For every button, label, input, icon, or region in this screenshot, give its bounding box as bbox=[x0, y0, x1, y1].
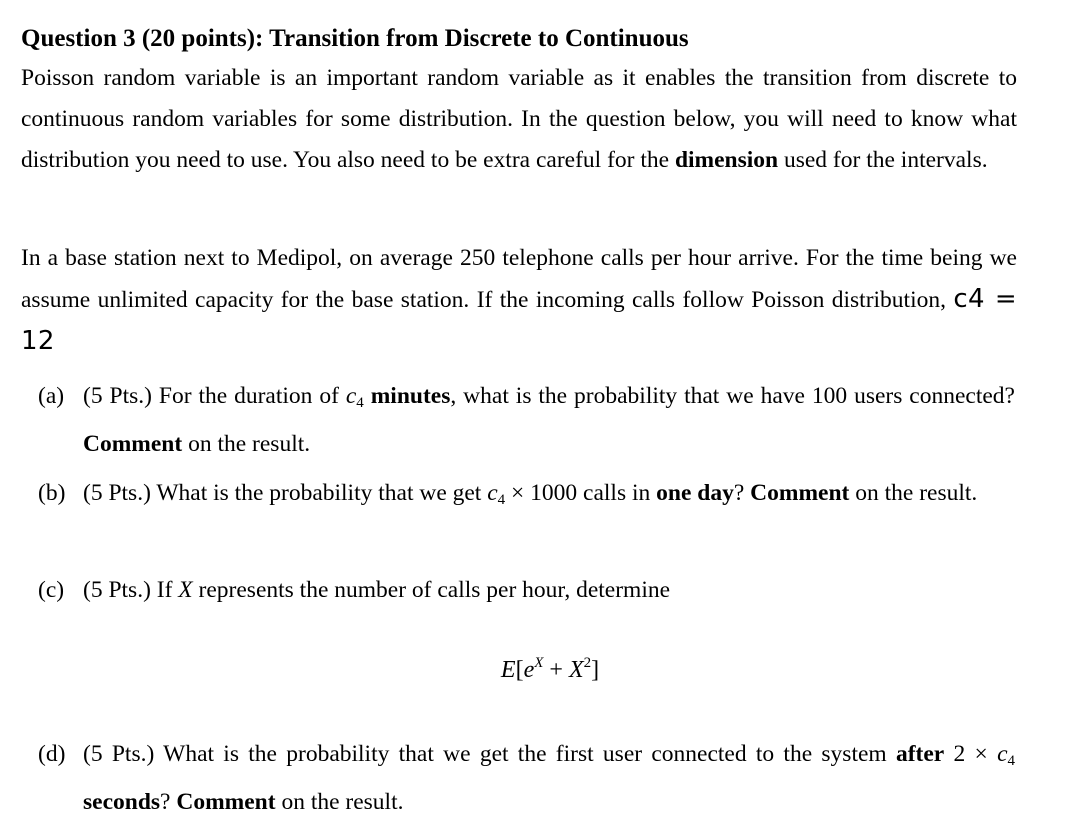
c4-value-note: c4 = 12 bbox=[21, 284, 1017, 356]
part-b-sub-4: 4 bbox=[497, 492, 506, 508]
intro-text-1: Poisson random variable is an important random variable as it enables the transition from discrete to continuous random variables for some distribution. In the question below, you will need to know what distribution you need to use. You also need to be extra careful for the bbox=[21, 65, 1017, 173]
part-d-var-c: c bbox=[997, 741, 1008, 767]
part-c-label: (c) bbox=[38, 577, 65, 603]
scenario-paragraph bbox=[21, 238, 1017, 363]
part-b-bold-one-day: one day bbox=[656, 480, 734, 506]
eq-E: E bbox=[500, 657, 516, 683]
part-d bbox=[38, 734, 1015, 823]
eq-open-bracket: [ bbox=[515, 657, 524, 683]
part-b-bold-comment: Comment bbox=[750, 480, 850, 506]
intro-bold-dimension: dimension bbox=[674, 147, 779, 173]
part-c-text-1: (5 Pts.) If bbox=[83, 577, 179, 603]
part-d-bold-comment: Comment bbox=[176, 789, 276, 815]
part-c-text-2: represents the number of calls per hour, determine bbox=[192, 577, 671, 603]
part-d-label: (d) bbox=[38, 741, 66, 767]
intro-text-2: used for the intervals. bbox=[778, 147, 988, 173]
part-d-text-4: on the result. bbox=[275, 789, 404, 815]
part-d-text-3: ? bbox=[160, 789, 177, 815]
eq-exp-2: 2 bbox=[583, 655, 592, 671]
part-a-bold-minutes: minutes bbox=[363, 383, 451, 409]
part-b-text bbox=[83, 473, 1015, 521]
question-title: Question 3 (20 points): Transition from Discrete to Continuous bbox=[21, 25, 689, 52]
scenario-text: In a base station next to Medipol, on average 250 telephone calls per hour arrive. For the time being we assume unlimited capacity for the base station. If the incoming calls follow Poisson distribution, bbox=[21, 245, 1017, 313]
part-a bbox=[38, 376, 1015, 465]
part-a-text-3: on the result. bbox=[182, 431, 311, 457]
part-a-label: (a) bbox=[38, 383, 65, 409]
part-b bbox=[38, 473, 1015, 521]
eq-close-bracket: ] bbox=[591, 657, 600, 683]
part-a-var-c: c bbox=[345, 383, 357, 409]
part-a-sub-4: 4 bbox=[356, 395, 364, 411]
eq-plus: + bbox=[543, 657, 569, 683]
part-d-bold-after: after bbox=[895, 741, 945, 767]
part-b-label: (b) bbox=[38, 480, 66, 506]
part-b-text-2: × 1000 calls in bbox=[505, 480, 657, 506]
intro-paragraph bbox=[21, 58, 1017, 181]
part-c bbox=[38, 570, 1015, 611]
part-a-text bbox=[83, 376, 1015, 465]
part-c-text bbox=[83, 570, 1015, 611]
part-d-bold-seconds: seconds bbox=[83, 789, 161, 815]
part-d-text bbox=[83, 734, 1015, 823]
part-a-text-1: (5 Pts.) For the duration of bbox=[83, 383, 346, 409]
eq-X: X bbox=[568, 657, 584, 683]
part-a-bold-comment: Comment bbox=[83, 431, 183, 457]
eq-e: e bbox=[523, 657, 535, 683]
part-b-text-4: on the result. bbox=[849, 480, 978, 506]
part-c-var-x: X bbox=[178, 577, 193, 603]
expectation-equation bbox=[0, 643, 1080, 691]
eq-exp-x: X bbox=[534, 655, 544, 671]
part-b-text-1: (5 Pts.) What is the probability that we get bbox=[83, 480, 488, 506]
part-d-text-2: 2 × bbox=[944, 741, 998, 767]
part-b-var-c: c bbox=[487, 480, 498, 506]
part-d-text-1: (5 Pts.) What is the probability that we get the first user connected to the system bbox=[83, 741, 896, 767]
part-b-text-3: ? bbox=[733, 480, 751, 506]
part-d-sub-4: 4 bbox=[1007, 753, 1015, 769]
part-a-text-2: , what is the probability that we have 100 users connected? bbox=[450, 383, 1015, 409]
